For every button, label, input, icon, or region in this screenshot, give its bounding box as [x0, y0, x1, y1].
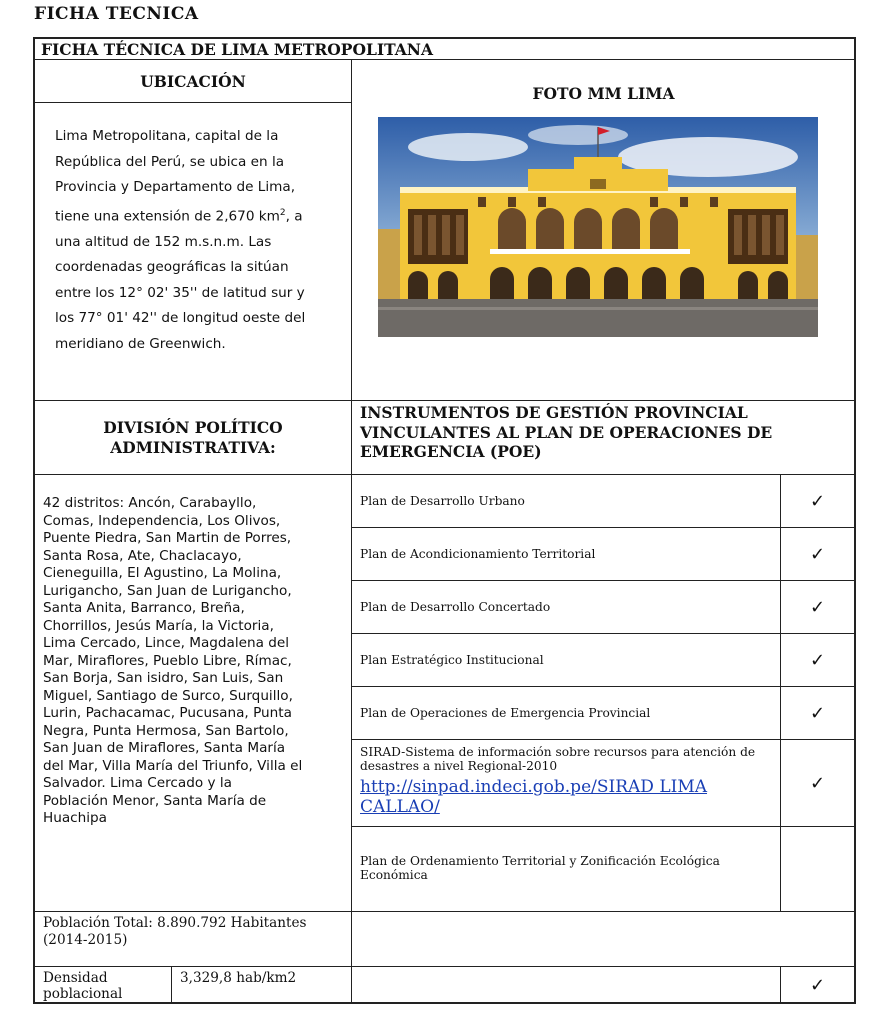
- district-line: Comas, Independencia, Los Olivos,: [43, 512, 281, 529]
- district-line: Lurigancho, San Juan de Lurigancho,: [43, 582, 292, 599]
- ubicacion-line: coordenadas geográficas la sitúan: [55, 259, 289, 276]
- ubicacion-line: los 77° 01' 42'' de longitud oeste del: [55, 310, 306, 327]
- ubicacion-line: República del Perú, se ubica en la: [55, 153, 285, 170]
- ubicacion-line: Provincia y Departamento de Lima,: [55, 179, 296, 195]
- poblacion-empty-cell: [351, 911, 854, 966]
- district-line: San Juan de Miraflores, Santa María: [43, 740, 286, 756]
- densidad-empty-cell: [351, 966, 780, 1004]
- instrument-row-sirad: [351, 739, 780, 826]
- check-icon: ✓: [780, 580, 854, 633]
- district-line: Salvador. Lima Cercado y la: [43, 775, 232, 791]
- district-line: Huachipa: [43, 810, 107, 826]
- ubicacion-line: Lima Metropolitana, capital de la: [55, 128, 279, 144]
- instrument-row-label: Plan Estratégico Institucional: [351, 633, 780, 686]
- check-icon: ✓: [780, 527, 854, 580]
- foto-cell: [351, 59, 854, 400]
- district-line: Lima Cercado, Lince, Magdalena del: [43, 635, 290, 651]
- district-line: Chorrillos, Jesús María, la Victoria,: [43, 617, 274, 634]
- instrument-row-label: Plan de Desarrollo Urbano: [351, 474, 780, 527]
- district-line: Mar, Miraflores, Pueblo Libre, Rímac,: [43, 652, 292, 669]
- densidad-value: 3,329,8 hab/km2: [171, 966, 351, 1004]
- superscript: 2: [279, 207, 286, 218]
- instrumentos-title: INSTRUMENTOS DE GESTIÓN PROVINCIAL VINCULANTES AL PLAN DE OPERACIONES DE EMERGENCIA (POE): [351, 400, 854, 474]
- check-icon: ✓: [780, 633, 854, 686]
- ubicacion-line: una altitud de 152 m.s.n.m. Las: [55, 233, 272, 250]
- check-icon: ✓: [780, 966, 854, 1004]
- densidad-label: Densidad poblacional: [35, 966, 171, 1004]
- check-icon: ✓: [780, 474, 854, 527]
- poblacion-total: Población Total: 8.890.792 Habitantes (2014-2015): [35, 911, 351, 966]
- district-line: del Mar, Villa María del Triunfo, Villa el: [43, 757, 303, 774]
- district-line: Lurin, Pachacamac, Pucusana, Punta: [43, 705, 292, 721]
- division-text: [35, 474, 351, 911]
- palace-illustration: [378, 117, 818, 337]
- ubicacion-line: meridiano de Greenwich.: [55, 335, 226, 352]
- district-line: Santa Rosa, Ate, Chaclacayo,: [43, 547, 242, 564]
- page-heading: FICHA TECNICA: [34, 4, 199, 24]
- instrument-row-label: Plan de Desarrollo Concertado: [351, 580, 780, 633]
- district-line: San Borja, San isidro, San Luis, San: [43, 670, 284, 686]
- municipal-palace-photo: [378, 117, 818, 337]
- instrument-row-label: SIRAD-Sistema de información sobre recursos para atención de desastres a nivel Regional-2010: [360, 745, 756, 773]
- ubicacion-line: entre los 12° 02' 35'' de latitud sur y: [55, 284, 305, 301]
- district-line: Santa Anita, Barranco, Breña,: [43, 600, 245, 616]
- check-icon: ✓: [780, 739, 854, 826]
- district-line: Cieneguilla, El Agustino, La Molina,: [43, 565, 282, 581]
- district-line: Negra, Punta Hermosa, San Bartolo,: [43, 722, 289, 739]
- district-line: 42 distritos: Ancón, Carabayllo,: [43, 495, 257, 511]
- ficha-table: [33, 37, 856, 1004]
- foto-title: FOTO MM LIMA: [532, 84, 675, 103]
- sirad-link[interactable]: http://sinpad.indeci.gob.pe/SIRAD LIMA CALLAO/: [360, 777, 708, 817]
- instrument-row-label: Plan de Acondicionamiento Territorial: [351, 527, 780, 580]
- empty-check-cell: [780, 826, 854, 911]
- district-line: Puente Piedra, San Martin de Porres,: [43, 530, 292, 546]
- check-icon: ✓: [780, 686, 854, 739]
- division-title: DIVISIÓN POLÍTICO ADMINISTRATIVA:: [35, 400, 351, 474]
- ubicacion-text: [35, 102, 351, 400]
- district-line: Miguel, Santiago de Surco, Surquillo,: [43, 687, 293, 704]
- instrument-row-label: Plan de Ordenamiento Territorial y Zonificación Ecológica Económica: [351, 826, 780, 911]
- district-line: Población Menor, Santa María de: [43, 792, 267, 809]
- table-title: FICHA TÉCNICA DE LIMA METROPOLITANA: [41, 40, 434, 59]
- instrument-row-label: Plan de Operaciones de Emergencia Provincial: [351, 686, 780, 739]
- ubicacion-title: UBICACIÓN: [35, 59, 351, 102]
- ubicacion-line: tiene una extensión de 2,670 $km^2$, a: [55, 207, 303, 225]
